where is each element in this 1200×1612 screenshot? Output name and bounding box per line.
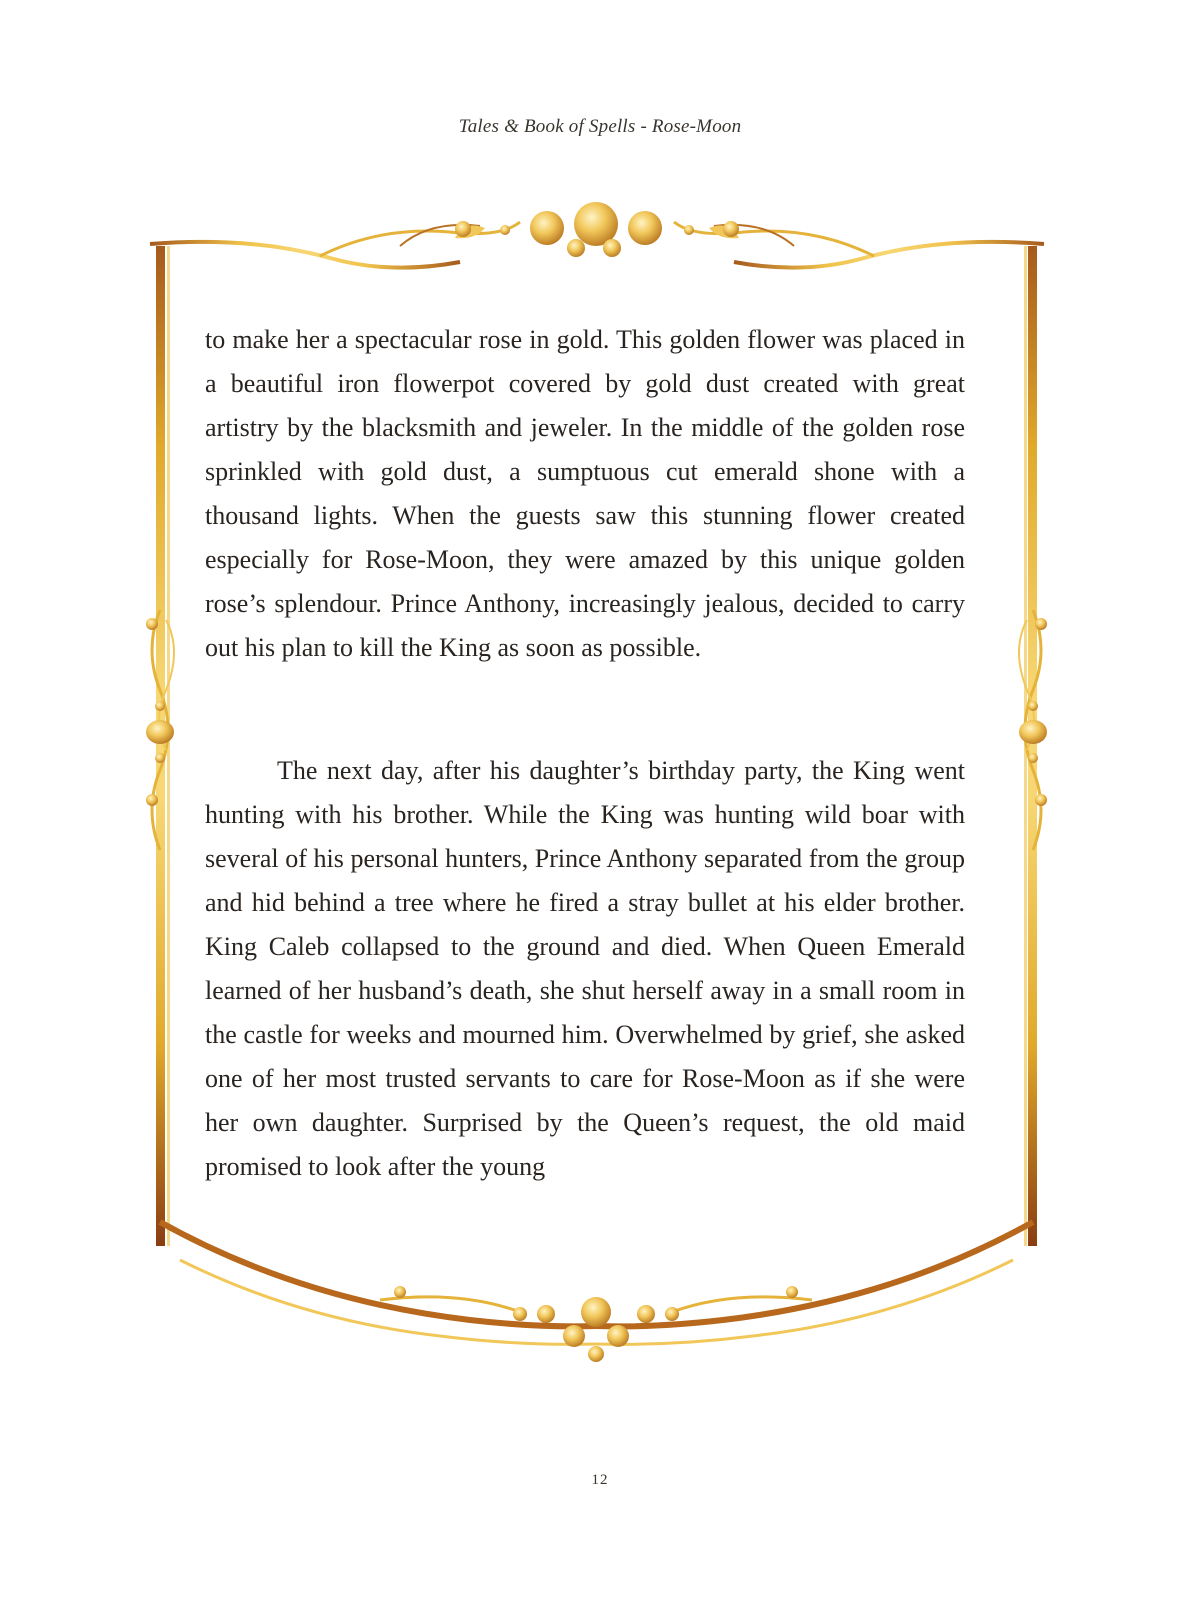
paragraph-1-text: to make her a spectacular rose in gold. This golden flower was placed in a beautiful iron flowerpot covered by gold dust created with great artistry by the blacksmith and jeweler. In the middle of the golden rose sprinkled with gold dust, a sumptuous cut emerald shone with a thousand lights. When the guests saw this stunning flower created especially for Rose-Moon, they were amazed by this unique golden rose’s splendour. Prince Anthony, increasingly jealous, decided to carry out his plan to kill the King as soon as possible.	[205, 325, 965, 662]
body-paragraph-2	[205, 749, 965, 1189]
frame-top-ornament	[150, 202, 1044, 268]
running-header: Tales & Book of Spells - Rose-Moon	[458, 116, 742, 137]
body-paragraph-1	[205, 318, 965, 670]
paragraph-2-text: The next day, after his daughter’s birthday party, the King went hunting with his brother. While the King was hunting wild boar with several of his personal hunters, Prince Anthony separated from the group and hid behind a tree where he fired a stray bullet at his elder brother. King Caleb collapsed to the ground and died. When Queen Emerald learned of her husband’s death, she shut herself away in a small room in the castle for weeks and mourned him. Overwhelmed by grief, she asked one of her most trusted servants to care for Rose-Moon as if she were her own daughter. Surprised by the Queen’s request, the old maid promised to look after the young	[205, 756, 965, 1181]
frame-bottom-ornament	[160, 1222, 1033, 1362]
page-number: 12	[591, 1472, 609, 1488]
